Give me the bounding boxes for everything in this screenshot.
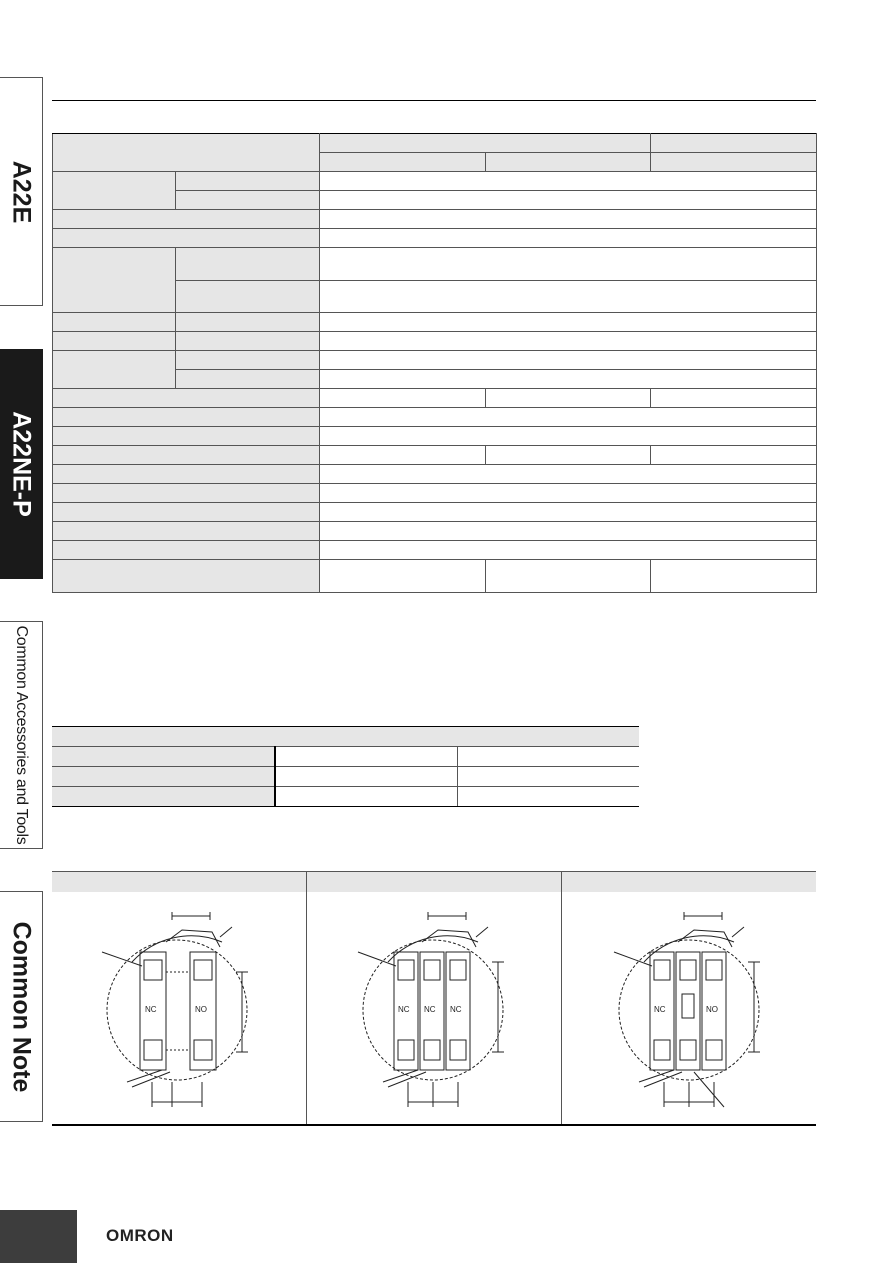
spec-row-value [320,281,817,313]
spec-row-sublabel [176,191,320,210]
spec-row-value [320,332,817,351]
spec-row-value [320,370,817,389]
spec-row-value [320,541,817,560]
spec-header-sub-3 [651,153,817,172]
spec-row-value [320,313,817,332]
contact-block-drawing-2-blocks-icon [92,902,292,1117]
spec-row-value [320,248,817,281]
contact-table-cell [275,787,457,807]
drawing-panel-bottom-rule [52,1124,816,1126]
tab-a22e-label: A22E [7,160,36,223]
tab-common-accessories[interactable] [0,621,43,849]
tab-common-note-label: Common Note [7,921,36,1092]
spec-header-group-2 [651,134,817,153]
spec-row-value [320,427,817,446]
spec-row-sublabel [176,172,320,191]
contact-table-header [457,727,639,747]
contact-table-cell [457,767,639,787]
contact-table-row-label [52,787,275,807]
no-label: NO [195,1005,207,1014]
spec-row-value [320,484,817,503]
spec-row-label [53,210,320,229]
spec-row-label [53,522,320,541]
spec-row-sublabel [176,248,320,281]
no-label: NO [706,1005,718,1014]
contact-block-drawing-3-blocks-with-center-unit-icon [604,902,804,1117]
spec-header-sub-2 [486,153,651,172]
spec-row-label [53,503,320,522]
spec-row-value [320,389,486,408]
spec-row-value [320,408,817,427]
contact-table-cell [457,747,639,767]
spec-header-group-1 [320,134,651,153]
spec-row-value [320,172,817,191]
spec-row-value [320,503,817,522]
spec-row-label [53,332,176,351]
spec-row-sublabel [176,351,320,370]
spec-row-value [320,351,817,370]
header-rule [52,100,816,101]
contact-table-header [52,727,275,747]
nc-label: NC [654,1005,666,1014]
spec-row-label [53,172,176,210]
spec-row-label [53,408,320,427]
spec-row-value [320,522,817,541]
spec-row-label [53,313,176,332]
spec-row-label [53,560,320,593]
spec-row-label [53,229,320,248]
nc-label: NC [398,1005,410,1014]
spec-row-label [53,351,176,389]
spec-header-item [53,134,320,172]
spec-row-label [53,465,320,484]
spec-row-value [320,229,817,248]
spec-header-sub-1 [320,153,486,172]
footer-page-block [0,1210,77,1263]
tab-a22e[interactable] [0,77,43,306]
spec-row-sublabel [176,332,320,351]
spec-row-value [486,446,651,465]
contact-table-row-label [52,747,275,767]
spec-row-value [320,446,486,465]
spec-row-value [320,560,486,593]
contact-table-row-label [52,767,275,787]
spec-row-label [53,248,176,313]
contact-block-drawing-3-blocks-icon [348,902,548,1117]
tab-a22ne-p[interactable] [0,349,43,579]
spec-row-value [320,191,817,210]
spec-row-value [651,389,817,408]
tab-common-note[interactable] [0,891,43,1122]
nc-label: NC [145,1005,157,1014]
spec-row-label [53,389,320,408]
drawing-panel [52,871,816,1126]
contact-table-cell [275,747,457,767]
contact-table-cell [457,787,639,807]
spec-table [52,133,817,593]
nc-label: NC [450,1005,462,1014]
contact-table-cell [275,767,457,787]
spec-row-value [486,389,651,408]
drawing-header-1 [52,872,306,892]
spec-row-value [320,210,817,229]
contact-table-header [275,727,457,747]
spec-row-sublabel [176,281,320,313]
spec-row-label [53,541,320,560]
spec-row-label [53,446,320,465]
spec-row-value [486,560,651,593]
spec-row-label [53,427,320,446]
spec-row-sublabel [176,370,320,389]
spec-row-sublabel [176,313,320,332]
spec-row-label [53,484,320,503]
omron-logo: OMRON [106,1226,174,1245]
tab-a22ne-p-label: A22NE-P [7,411,36,517]
spec-row-value [320,465,817,484]
contact-table [52,726,639,807]
tab-common-accessories-label: Common Accessories and Tools [13,625,30,845]
spec-row-value [651,560,817,593]
drawing-header-2 [306,872,561,892]
drawing-header-3 [561,872,816,892]
nc-label: NC [424,1005,436,1014]
spec-row-value [651,446,817,465]
